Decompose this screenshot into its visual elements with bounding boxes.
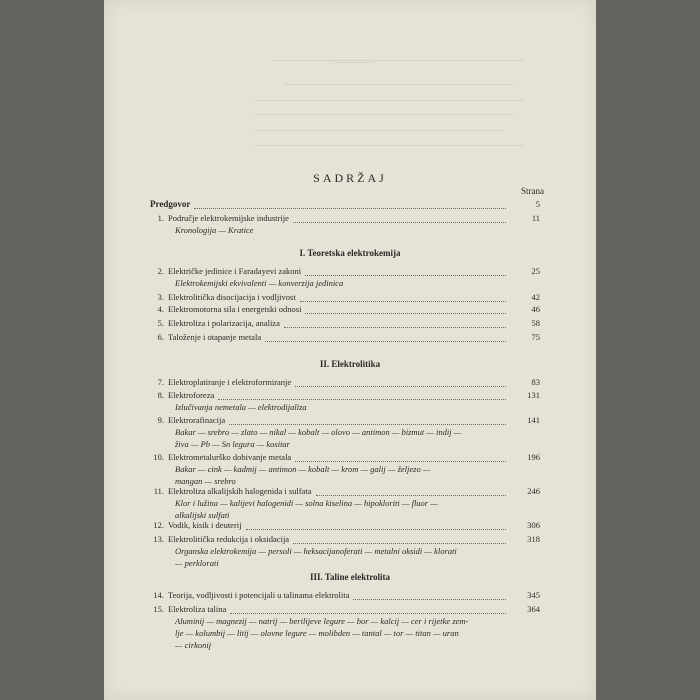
entry-subtopics: Elektrokemijski ekvivalenti — konverzija jedinica xyxy=(175,278,344,288)
entry-page-number: 11 xyxy=(531,213,540,223)
section-heading: III. Taline elektrolita xyxy=(309,572,391,582)
dot-leader xyxy=(316,494,506,496)
entry-subtopics: Klor i lužina — kalijevi halogenidi — solna kiselina — hipokloriti — fluor — xyxy=(175,498,438,508)
entry-page-number: 83 xyxy=(531,377,540,387)
entry-number: 15. xyxy=(153,604,164,614)
entry-number: 14. xyxy=(153,590,164,600)
entry-title: Elektrolitička redukcija i oksidacija xyxy=(168,534,290,544)
toc-row xyxy=(104,266,596,278)
entry-subtopics: Kronologija — Kratice xyxy=(175,225,254,235)
entry-subtopics: — perklorati xyxy=(175,558,219,568)
entry-subtopics: živa — Pb — Sn legura — kositar xyxy=(175,439,290,449)
entry-page-number: 364 xyxy=(527,604,540,614)
entry-page-number: 5 xyxy=(535,199,540,209)
bleed-through-text xyxy=(104,0,596,170)
entry-title: Elektroliza talina xyxy=(168,604,227,614)
toc-row xyxy=(104,213,596,225)
toc-row xyxy=(104,318,596,330)
entry-number: 4. xyxy=(157,304,164,314)
dot-leader xyxy=(284,326,506,328)
toc-row xyxy=(104,377,596,389)
entry-title: Elektroforeza xyxy=(168,390,215,400)
section-heading: II. Elektrolitika xyxy=(319,359,381,369)
entry-number: 13. xyxy=(153,534,164,544)
entry-title: Elektrolitička disocijacija i vodljivost xyxy=(168,292,296,302)
entry-page-number: 75 xyxy=(531,332,540,342)
entry-number: 1. xyxy=(157,213,164,223)
toc-row xyxy=(104,520,596,532)
dot-leader xyxy=(194,207,506,209)
entry-title: Elektroplatiranje i elektroformiranje xyxy=(168,377,292,387)
dot-leader xyxy=(218,398,506,400)
entry-page-number: 42 xyxy=(531,292,540,302)
entry-page-number: 25 xyxy=(531,266,540,276)
entry-number: 11. xyxy=(153,486,164,496)
entry-title: Predgovor xyxy=(150,199,191,209)
entry-title: Elektrometalurško dobivanje metala xyxy=(168,452,292,462)
toc-row xyxy=(104,292,596,304)
toc-row xyxy=(104,304,596,316)
page-column-label: Strana xyxy=(521,186,544,196)
dot-leader xyxy=(265,340,506,342)
entry-number: 5. xyxy=(157,318,164,328)
dot-leader xyxy=(295,385,506,387)
entry-page-number: 306 xyxy=(527,520,540,530)
entry-title: Elektromotorna sila i energetski odnosi xyxy=(168,304,302,314)
entry-number: 8. xyxy=(157,390,164,400)
dot-leader xyxy=(295,460,506,462)
toc-row xyxy=(104,415,596,427)
entry-title: Električke jedinice i Faradayevi zakoni xyxy=(168,266,302,276)
entry-page-number: 345 xyxy=(527,590,540,600)
entry-number: 6. xyxy=(157,332,164,342)
entry-number: 2. xyxy=(157,266,164,276)
entry-subtopics: Organska elektrokemija — persoli — heksacijanoferati — metalni oksidi — klorati xyxy=(175,546,457,556)
entry-number: 12. xyxy=(153,520,164,530)
entry-title: Vodik, kisik i deuterij xyxy=(168,520,242,530)
entry-title: Elektroliza i polarizacija, analiza xyxy=(168,318,280,328)
entry-page-number: 196 xyxy=(527,452,540,462)
entry-subtopics: lje — kolumbij — litij — olovne legure — molibden — tantal — tor — titan — uran xyxy=(175,628,459,638)
entry-title: Elektrorafinacija xyxy=(168,415,226,425)
dot-leader xyxy=(246,528,506,530)
entry-number: 9. xyxy=(157,415,164,425)
entry-subtopics: mangan — srebro xyxy=(175,476,236,486)
toc-row xyxy=(104,390,596,402)
entry-subtopics: Izlučivanja nemetala — elektrodijaliza xyxy=(175,402,307,412)
entry-number: 10. xyxy=(153,452,164,462)
entry-subtopics: Aluminij — magnezij — natrij — berilijeve legure — bor — kalcij — cer i rijetke zem- xyxy=(175,616,469,626)
entry-page-number: 46 xyxy=(531,304,540,314)
entry-page-number: 246 xyxy=(527,486,540,496)
section-heading: I. Teoretska elektrokemija xyxy=(299,248,401,258)
toc-row xyxy=(104,452,596,464)
toc-row-preface xyxy=(104,199,596,211)
entry-subtopics: Bakar — cink — kadmij — antimon — kobalt — krom — galij — željezo — xyxy=(175,464,431,474)
book-page xyxy=(104,0,596,700)
dot-leader xyxy=(293,221,506,223)
dot-leader xyxy=(305,312,506,314)
dot-leader xyxy=(300,300,506,302)
toc-row xyxy=(104,534,596,546)
entry-title: Područje elektrokemijske industrije xyxy=(168,213,289,223)
entry-page-number: 318 xyxy=(527,534,540,544)
dot-leader xyxy=(229,423,506,425)
entry-subtopics: — cirkonij xyxy=(175,640,212,650)
entry-subtopics: alkalijski sulfati xyxy=(175,510,230,520)
dot-leader xyxy=(230,612,506,614)
toc-row xyxy=(104,604,596,616)
dot-leader xyxy=(305,274,506,276)
toc-row xyxy=(104,486,596,498)
entry-number: 7. xyxy=(157,377,164,387)
entry-title: Teorija, vodljivosti i potencijali u talinama elektrolita xyxy=(168,590,350,600)
toc-row xyxy=(104,590,596,602)
dot-leader xyxy=(353,598,506,600)
entry-page-number: 131 xyxy=(527,390,540,400)
toc-title: SADRŽAJ xyxy=(313,171,387,185)
entry-title: Taloženje i otapanje metala xyxy=(168,332,262,342)
entry-number: 3. xyxy=(157,292,164,302)
entry-title: Elektroliza alkalijskih halogenida i sulfata xyxy=(168,486,312,496)
dot-leader xyxy=(293,542,506,544)
entry-page-number: 58 xyxy=(531,318,540,328)
toc-row xyxy=(104,332,596,344)
entry-page-number: 141 xyxy=(527,415,540,425)
entry-subtopics: Bakar — srebro — zlato — nikal — kobalt — olovo — antimon — bizmut — indij — xyxy=(175,427,462,437)
